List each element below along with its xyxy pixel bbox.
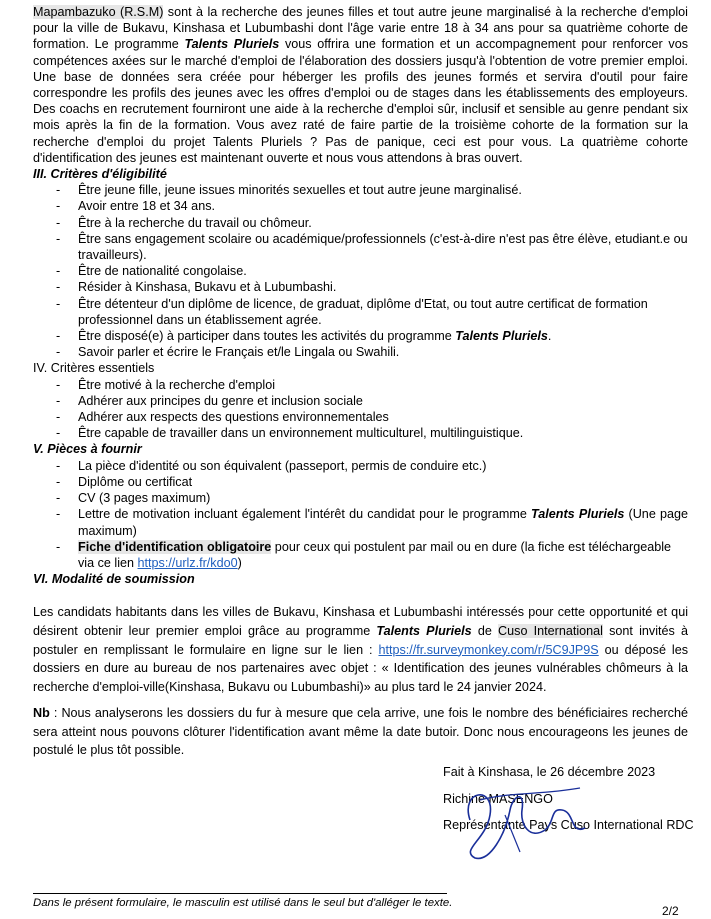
submission-paragraph [33, 603, 688, 696]
item-text: . [547, 329, 552, 344]
section-essential-title [33, 360, 688, 376]
footer-note: Dans le présent formulaire, le masculin est utilisé dans le seul but d'alléger le texte. [33, 897, 453, 909]
page-number: 2/2 [662, 904, 679, 918]
item-text: ) [237, 555, 242, 570]
para-text: Les candidats habitants dans les villes de Bukavu, Kinshasa et Lubumbashi intéressés pour cette opportunité et qui désirent obtenir leur premier emploi grâce au programme [33, 605, 688, 638]
nb-paragraph [33, 704, 688, 760]
document-body [33, 4, 688, 760]
handwritten-signature [450, 780, 600, 860]
org-name: Mapambazuko (R.S.M) [33, 5, 164, 19]
list-item: - Être motivé à la recherche d'emploi [49, 377, 688, 393]
list-item: - Être détenteur d'un diplôme de licence, de graduat, diplôme d'Etat, ou tout autre certificat de formation professionnel dans un établissement agrée. [49, 296, 688, 328]
survey-link[interactable]: https://fr.surveymonkey.com/r/5C9JP9S [378, 642, 599, 657]
item-text: (Une page maximum) [78, 507, 689, 538]
program-name: Talents Pluriels [184, 37, 280, 52]
para-text: de [471, 623, 499, 638]
list-item [49, 328, 688, 344]
list-item: - Adhérer aux principes du genre et inclusion sociale [49, 393, 688, 409]
nb-label: Nb [33, 706, 50, 721]
signatory-name: Richine MASENGO [443, 791, 553, 806]
list-item [49, 506, 688, 538]
item-text: Être disposé(e) à participer dans toutes les activités du programme [78, 329, 456, 344]
nb-text: : Nous analyserons les dossiers du fur à mesure que cela arrive, une fois le nombre des bénéficiaires recherché sera atteint nous pouvons clôturer l'identification avant même la date butoir. Donc nous encourageons les jeunes de postulé le plus tôt possible. [33, 706, 688, 758]
list-item: - La pièce d'identité ou son équivalent (passeport, permis de conduire etc.) [49, 458, 688, 474]
org-name: Cuso International [498, 623, 603, 638]
list-item: - Être capable de travailler dans un environnement multiculturel, multilinguistique. [49, 425, 688, 441]
list-item: - Résider à Kinshasa, Bukavu et à Lubumbashi. [49, 279, 688, 295]
list-item: - Être jeune fille, jeune issues minorités sexuelles et tout autre jeune marginalisé. [49, 182, 688, 198]
eligibility-list [33, 182, 688, 360]
program-name: Talents Pluriels [455, 329, 548, 344]
section-title-text: IV. Critères essentiels [33, 361, 155, 376]
item-text: Lettre de motivation incluant également l'intérêt du candidat pour le programme [78, 507, 532, 522]
list-item: - Savoir parler et écrire le Français et/le Lingala ou Swahili. [49, 344, 688, 360]
section-documents-title: V. Pièces à fournir [33, 442, 142, 457]
intro-text-1: sont à la recherche des jeunes filles et tout autre jeune marginalisé à la recherche d'emploi pour la ville de Bukavu, Kinshasa et Lubumbashi dont l'âge varie entre 18 à 34 ans pour sa quatrième cohorte de formation. Le programme [33, 5, 688, 52]
form-download-link[interactable]: https://urlz.fr/kdo0 [137, 555, 238, 570]
section-submission-title: VI. Modalité de soumission [33, 572, 195, 587]
para-text: sont invités à postuler en remplissant le formulaire en ligne sur le lien : [33, 623, 688, 657]
mandatory-form-label: Fiche d'identification obligatoire [78, 539, 272, 554]
section-eligibility-title: III. Critères d'éligibilité [33, 167, 167, 182]
place-date: Fait à Kinshasa, le 26 décembre 2023 [443, 765, 656, 779]
list-item: - Être à la recherche du travail ou chômeur. [49, 215, 688, 231]
list-item: - Adhérer aux respects des questions environnementales [49, 409, 688, 425]
para-text: ou déposé les dossiers en dure au bureau de nos partenaires avec objet : « Identification des jeunes vulnérables chômeurs à la recherche d'emploi-ville(Kinshasa, Bukavu ou Lubumbashi)» au plus tard le 24 janvier 2024. [33, 642, 688, 694]
intro-paragraph [33, 4, 688, 166]
list-item [49, 539, 688, 571]
list-item: - Avoir entre 18 et 34 ans. [49, 198, 688, 214]
item-text: pour ceux qui postulent par mail ou en dure (la fiche est téléchargeable via ce lien [78, 539, 672, 570]
intro-text-2: vous offrira une formation et un accompagnement pour renforcer vos compétences axées sur le marché d'emploi de l'élaboration des dossiers jusqu'à l'obtention de votre premier emploi. Une base de données sera créée pour héberger les profils des jeunes formés et servira d'outil pour faire correspondre les profils des jeunes avec les offres d'emploi ou de stages dans les établissements des employeurs. Des coachs en recrutement fourniront une aide à la recherche d'emploi sûr, inclusif et sensible au genre pendant six mois après la fin de la formation. Vous avez raté de faire partie de la troisième cohorte de la formation sur la recherche d'emploi du projet Talents Pluriels ? Pas de panique, ceci est pour vous. La quatrième cohorte d'identification des jeunes est maintenant ouverte et nous vous attendons à bras ouvert. [33, 37, 689, 165]
list-item: - Être de nationalité congolaise. [49, 263, 688, 279]
signatory-role: Représentante Pays Cuso International RDC [443, 818, 694, 832]
program-name: Talents Pluriels [531, 507, 625, 522]
list-item: - Être sans engagement scolaire ou académique/professionnels (c'est-à-dire n'est pas être élève, etudiant.e ou travailleurs). [49, 231, 688, 263]
list-item: - CV (3 pages maximum) [49, 490, 688, 506]
program-name: Talents Pluriels [376, 623, 472, 638]
documents-list [33, 458, 688, 571]
footer-divider [33, 893, 447, 894]
essential-list [33, 377, 688, 442]
list-item: - Diplôme ou certificat [49, 474, 688, 490]
